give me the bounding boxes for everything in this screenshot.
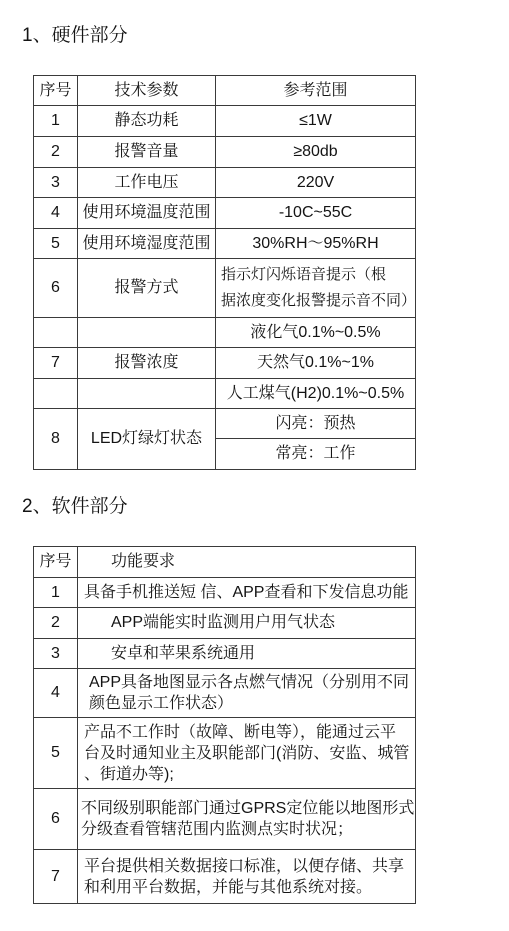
- cell-no: 5: [34, 718, 78, 789]
- cell-no: 2: [34, 608, 78, 639]
- requirement-line: 颜色显示工作状态）: [89, 695, 234, 712]
- cell-requirement: [78, 578, 416, 608]
- header-range: 参考范围: [216, 76, 416, 106]
- table-row: [34, 850, 416, 904]
- cell-no: 7: [34, 348, 78, 379]
- cell-no: 1: [34, 578, 78, 608]
- software-requirement-table: [33, 546, 416, 904]
- range-line: 据浓度变化报警提示音不同）: [221, 292, 417, 309]
- cell-param: 使用环境湿度范围: [78, 229, 216, 259]
- range-line: 指示灯闪烁语音提示（根: [221, 266, 387, 283]
- cell-param: 使用环境温度范围: [78, 198, 216, 229]
- cell-no: 7: [34, 850, 78, 904]
- cell-range: -10C~55C: [216, 198, 416, 229]
- header-no: 序号: [34, 76, 78, 106]
- cell-range: 常亮：工作: [216, 439, 416, 470]
- table-row: [34, 106, 416, 137]
- requirement-line: APP端能实时监测用户用气状态: [111, 614, 336, 631]
- header-row: [34, 76, 416, 106]
- requirement-line: 产品不工作时（故障、断电等），能通过云平: [84, 723, 397, 741]
- header-param: 技术参数: [78, 76, 216, 106]
- cell-param: 工作电压: [78, 168, 216, 198]
- cell-param: 报警浓度: [78, 348, 216, 379]
- cell-requirement: [78, 850, 416, 904]
- cell-param: [78, 318, 216, 348]
- table-row: [34, 789, 416, 850]
- cell-no: 3: [34, 168, 78, 198]
- cell-requirement: [78, 669, 416, 718]
- cell-range: [216, 259, 416, 318]
- cell-no: 8: [34, 409, 78, 470]
- cell-requirement: [78, 789, 416, 850]
- cell-range: 人工煤气(H2)0.1%~0.5%: [216, 379, 416, 409]
- cell-range: ≥80db: [216, 137, 416, 168]
- requirement-line: 安卓和苹果系统通用: [111, 644, 256, 662]
- cell-requirement: [78, 639, 416, 669]
- table-row: [34, 409, 416, 439]
- table-row: [34, 669, 416, 718]
- cell-param: 静态功耗: [78, 106, 216, 137]
- table-row: [34, 718, 416, 789]
- cell-no: [34, 379, 78, 409]
- header-no: 序号: [34, 547, 78, 578]
- software-section-title: 2、软件部分: [22, 496, 128, 517]
- cell-no: 5: [34, 229, 78, 259]
- table-row: [34, 137, 416, 168]
- table-row: [34, 608, 416, 639]
- table-row: [34, 168, 416, 198]
- requirement-line: 和利用平台数据，并能与其他系统对接。: [84, 878, 373, 896]
- cell-no: [34, 318, 78, 348]
- cell-range: 闪亮：预热: [216, 409, 416, 439]
- requirement-line: 、街道办等);: [84, 765, 174, 783]
- table-row: [34, 578, 416, 608]
- header-requirement: 功能要求: [78, 547, 416, 578]
- cell-no: 3: [34, 639, 78, 669]
- header-row: [34, 547, 416, 578]
- cell-param: [78, 379, 216, 409]
- cell-param: 报警方式: [78, 259, 216, 318]
- requirement-line: 平台提供相关数据接口标准，以便存储、共享: [84, 857, 405, 875]
- cell-no: 4: [34, 198, 78, 229]
- cell-no: 4: [34, 669, 78, 718]
- cell-range: ≤1W: [216, 106, 416, 137]
- cell-no: 6: [34, 259, 78, 318]
- table-row: [34, 198, 416, 229]
- cell-no: 1: [34, 106, 78, 137]
- cell-range: 220V: [216, 168, 416, 198]
- cell-no: 2: [34, 137, 78, 168]
- cell-range: 液化气0.1%~0.5%: [216, 318, 416, 348]
- cell-no: 6: [34, 789, 78, 850]
- cell-requirement: [78, 718, 416, 789]
- requirement-line: 具备手机推送短 信、APP查看和下发信息功能: [84, 583, 409, 601]
- cell-param: 报警音量: [78, 137, 216, 168]
- table-row: [34, 348, 416, 379]
- cell-range: 天然气0.1%~1%: [216, 348, 416, 379]
- table-row: [34, 639, 416, 669]
- requirement-line: 台及时通知业主及职能部门(消防、安监、城管: [84, 744, 410, 762]
- requirement-line: 不同级别职能部门通过GPRS定位能以地图形式: [81, 800, 415, 817]
- requirement-line: 分级查看管辖范围内监测点实时状况；: [81, 821, 354, 838]
- table-row: [34, 318, 416, 348]
- table-row: [34, 259, 416, 318]
- table-row: [34, 229, 416, 259]
- cell-range: 30%RH～95%RH: [216, 229, 416, 259]
- table-row: [34, 379, 416, 409]
- hardware-spec-table: [33, 75, 416, 470]
- cell-param: LED灯绿灯状态: [78, 409, 216, 470]
- hardware-section-title: 1、硬件部分: [22, 25, 128, 46]
- requirement-line: APP具备地图显示各点燃气情况（分别用不同: [89, 674, 410, 691]
- cell-requirement: [78, 608, 416, 639]
